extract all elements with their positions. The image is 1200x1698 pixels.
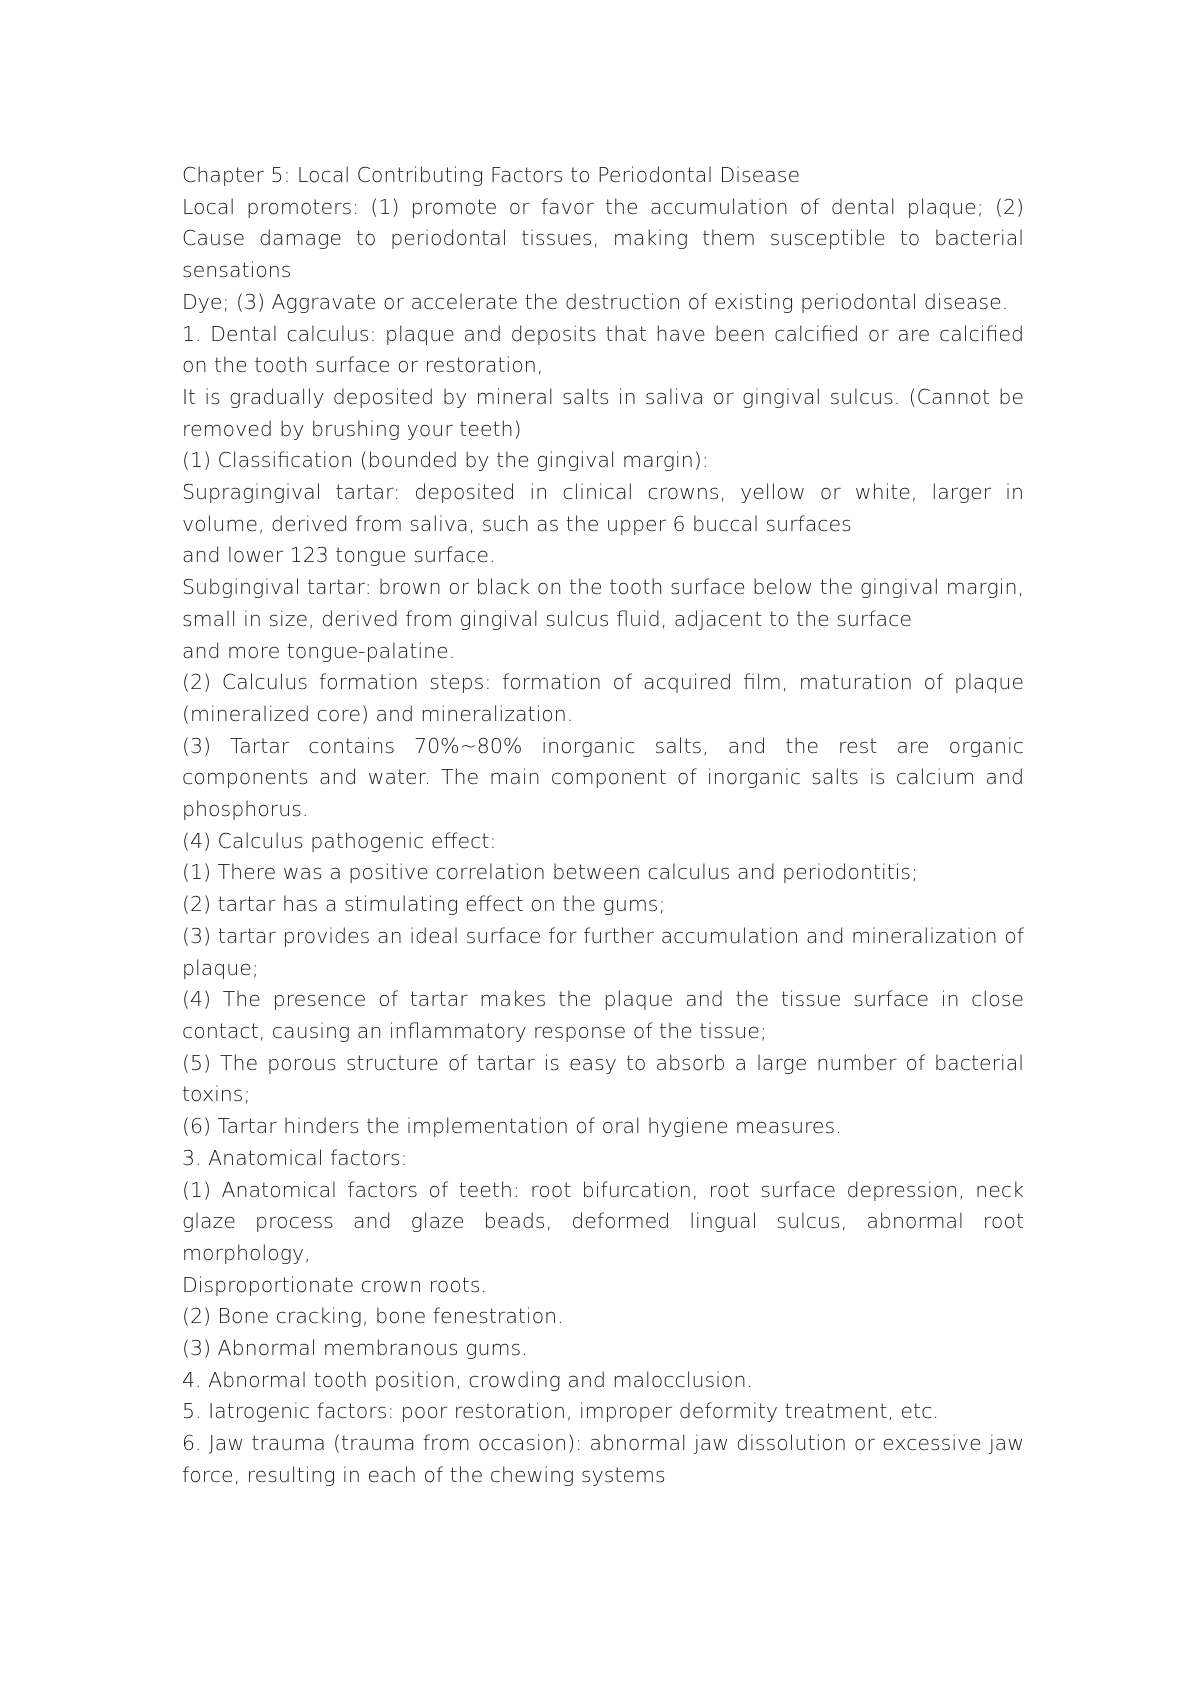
list-item-3: (3) tartar provides an ideal surface for further accumulation and mineralization of plaque; [182,923,1024,980]
paragraph-supragingival: Supragingival tartar: deposited in clinical crowns, yellow or white, larger in volume, derived from saliva, such as the upper 6 buccal surfaces [182,480,1024,536]
list-item-5: (5) The porous structure of tartar is easy to absorb a large number of bacterial toxins; [182,1050,1024,1107]
paragraph-tartar-contents: (3) Tartar contains 70%~80% inorganic salts, and the rest are organic components and water. The main component of inorganic salts is calcium and phosphorus. [182,733,1024,822]
paragraph-local-promoters: Local promoters: (1) promote or favor the accumulation of dental plaque; (2) Cause damage to periodontal tissues, making them susceptible to bacterial sensations [182,194,1024,283]
paragraph-subgingival: Subgingival tartar: brown or black on the tooth surface below the gingival margin, small in size, derived from gingival sulcus fluid, adjacent to the surface [182,575,1024,631]
section-jaw-trauma: 6. Jaw trauma (trauma from occasion): abnormal jaw dissolution or excessive jaw force, resulting in each of the chewing systems [182,1431,1024,1487]
paragraph-classification: (1) Classification (bounded by the gingival margin): [182,448,709,473]
paragraph-deposition: It is gradually deposited by mineral salts in saliva or gingival sulcus. (Cannot be removed by brushing your teeth) [182,384,1024,441]
paragraph-pathogenic-effect: (4) Calculus pathogenic effect: [182,828,497,853]
list-item-1: (1) There was a positive correlation between calculus and periodontitis; [182,860,919,885]
paragraph-membranous-gums: (3) Abnormal membranous gums. [182,1336,528,1361]
paragraph-dental-calculus: 1. Dental calculus: plaque and deposits that have been calcified or are calcified on the tooth surface or restoration, [182,321,1024,378]
paragraph-tongue-palatine: and more tongue-palatine. [182,638,456,663]
list-item-4: (4) The presence of tartar makes the plaque and the tissue surface in close contact, causing an inflammatory response of the tissue; [182,987,1024,1043]
paragraph-formation-steps: (2) Calculus formation steps: formation of acquired film, maturation of plaque (mineralized core) and mineralization. [182,670,1024,726]
paragraph-lower-tongue: and lower 123 tongue surface. [182,543,496,568]
list-item-6: (6) Tartar hinders the implementation of oral hygiene measures. [182,1114,842,1139]
chapter-title: Chapter 5: Local Contributing Factors to Periodontal Disease [182,163,801,187]
paragraph-teeth-factors: (1) Anatomical factors of teeth: root bifurcation, root surface depression, neck glaze process and glaze beads, deformed lingual sulcus, abnormal root morphology, [182,1177,1024,1265]
section-tooth-position: 4. Abnormal tooth position, crowding and malocclusion. [182,1367,753,1392]
section-iatrogenic: 5. Iatrogenic factors: poor restoration, improper deformity treatment, etc. [182,1399,939,1424]
paragraph-dye: Dye; (3) Aggravate or accelerate the destruction of existing periodontal disease. [182,289,1009,314]
list-item-2: (2) tartar has a stimulating effect on the gums; [182,892,666,917]
document-body [182,160,1024,1492]
section-anatomical-factors: 3. Anatomical factors: [182,1145,408,1170]
paragraph-bone-cracking: (2) Bone cracking, bone fenestration. [182,1304,564,1329]
paragraph-crown-roots: Disproportionate crown roots. [182,1272,488,1297]
